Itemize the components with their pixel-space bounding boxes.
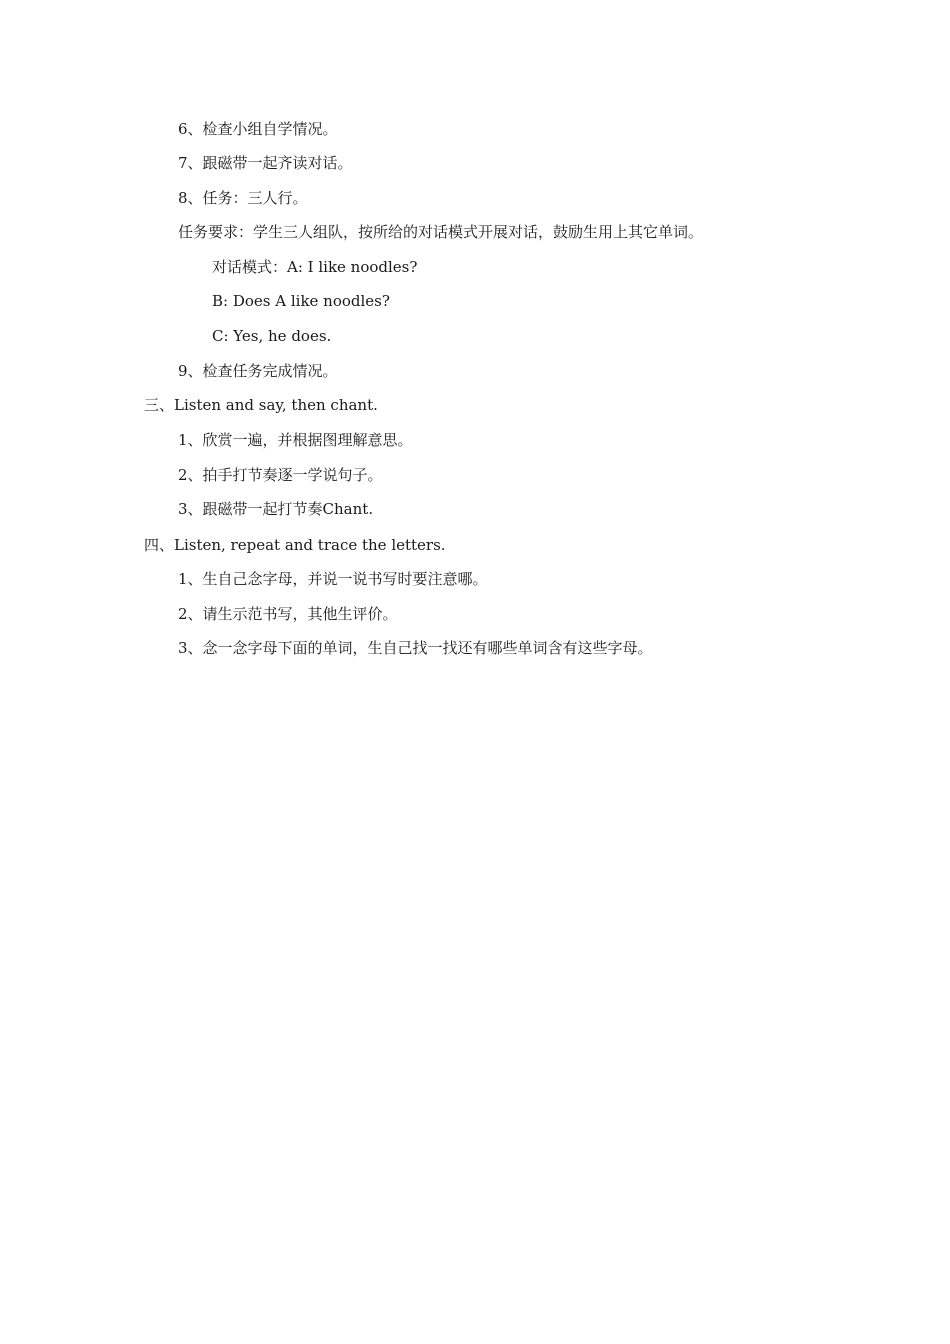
dialog-line-b: B: Does A like noodles? <box>212 292 390 310</box>
step-6-text: 6、检查小组自学情况。 <box>178 120 338 138</box>
section-4-item-2: 2、请生示范书写，其他生评价。 <box>178 605 398 623</box>
section-3-item-1: 1、欣赏一遍，并根据图理解意思。 <box>178 431 413 449</box>
section-4-heading: 四、Listen, repeat and trace the letters. <box>144 536 446 554</box>
step-9-text: 9、检查任务完成情况。 <box>178 362 338 380</box>
dialog-line-a: 对话模式：A: I like noodles? <box>212 258 418 276</box>
section-3-heading: 三、Listen and say, then chant. <box>144 396 378 414</box>
dialog-line-c: C: Yes, he does. <box>212 327 332 345</box>
task-requirement-text: 任务要求：学生三人组队，按所给的对话模式开展对话，鼓励生用上其它单词。 <box>178 223 704 241</box>
section-3-item-3: 3、跟磁带一起打节奏Chant. <box>178 500 374 518</box>
section-4-item-1: 1、生自己念字母，并说一说书写时要注意哪。 <box>178 570 488 588</box>
section-4-item-3: 3、念一念字母下面的单词，生自己找一找还有哪些单词含有这些字母。 <box>178 639 653 657</box>
step-7-text: 7、跟磁带一起齐读对话。 <box>178 154 353 172</box>
section-3-item-2: 2、拍手打节奏逐一学说句子。 <box>178 466 383 484</box>
step-8-text: 8、任务：三人行。 <box>178 189 308 207</box>
